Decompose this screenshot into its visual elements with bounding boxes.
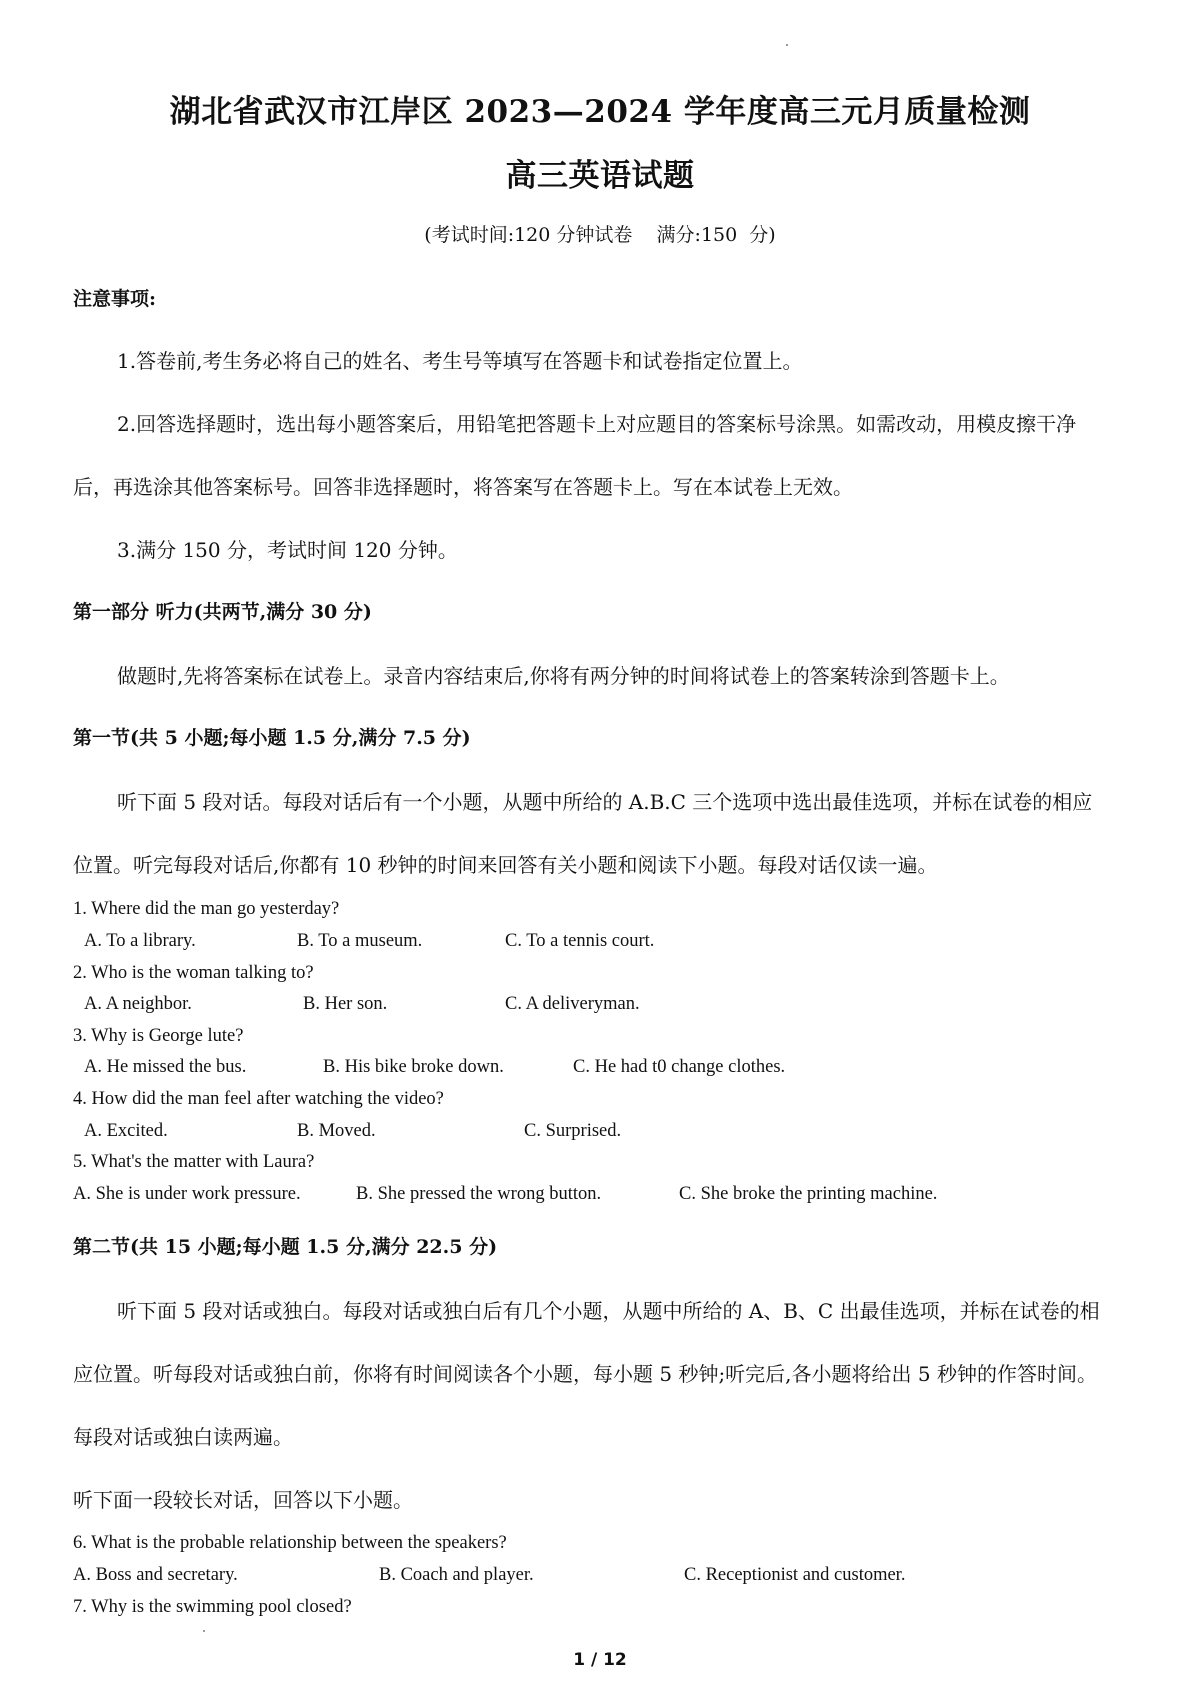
question-2: 2. Who is the woman talking to?	[73, 963, 314, 983]
page-number: 1 / 12	[573, 1650, 627, 1670]
question-4-option-c: C. Surprised.	[524, 1121, 622, 1141]
question-6-option-c: C. Receptionist and customer.	[684, 1565, 906, 1585]
question-2-option-b: B. Her son.	[303, 994, 388, 1014]
exam-title: 湖北省武汉市江岸区 2023—2024 学年度高三元月质量检测	[169, 94, 1031, 130]
question-3-option-c: C. He had t0 change clothes.	[573, 1057, 786, 1077]
question-6-option-b: B. Coach and player.	[379, 1565, 534, 1585]
notice-item-3: 3.满分 150 分，考试时间 120 分钟。	[117, 538, 458, 562]
question-2-option-c: C. A deliveryman.	[505, 994, 640, 1014]
question-1-option-a: A. To a library.	[84, 931, 196, 951]
scan-dot	[786, 44, 788, 46]
notice-item-2-line-1: 2.回答选择题时，选出每小题答案后，用铅笔把答题卡上对应题目的答案标号涂黑。如需改动，用模皮擦干净	[117, 412, 1077, 436]
question-1-option-c: C. To a tennis court.	[505, 931, 655, 951]
question-1-option-b: B. To a museum.	[297, 931, 423, 951]
section2-heading: 第二节(共 15 小题;每小题 1.5 分,满分 22.5 分)	[73, 1236, 498, 1258]
question-5-option-a: A. She is under work pressure.	[73, 1184, 301, 1204]
question-6: 6. What is the probable relationship between the speakers?	[73, 1533, 507, 1553]
part1-instruction: 做题时,先将答案标在试卷上。录音内容结束后,你将有两分钟的时间将试卷上的答案转涂到答题卡上。	[117, 664, 1010, 688]
question-5: 5. What's the matter with Laura?	[73, 1152, 315, 1172]
section2-instruction-line-2: 应位置。听每段对话或独白前，你将有时间阅读各个小题，每小题 5 秒钟;听完后,各小题将给出 5 秒钟的作答时间。	[73, 1362, 1097, 1386]
question-5-option-b: B. She pressed the wrong button.	[356, 1184, 602, 1204]
exam-info: (考试时间:120 分钟试卷 满分:150 分)	[424, 224, 776, 246]
question-1: 1. Where did the man go yesterday?	[73, 899, 340, 919]
section2-instruction-line-1: 听下面 5 段对话或独白。每段对话或独白后有几个小题，从题中所给的 A、B、C 出最佳选项，并标在试卷的相	[117, 1299, 1100, 1323]
question-3-option-b: B. His bike broke down.	[323, 1057, 504, 1077]
exam-subtitle: 高三英语试题	[505, 158, 695, 194]
question-7: 7. Why is the swimming pool closed?	[73, 1597, 352, 1617]
question-4-option-a: A. Excited.	[84, 1121, 168, 1141]
question-3: 3. Why is George lute?	[73, 1026, 244, 1046]
scan-dot	[203, 1630, 205, 1632]
question-3-option-a: A. He missed the bus.	[84, 1057, 247, 1077]
notice-item-1: 1.答卷前,考生务必将自己的姓名、考生号等填写在答题卡和试卷指定位置上。	[117, 349, 803, 373]
section1-instruction-line-1: 听下面 5 段对话。每段对话后有一个小题，从题中所给的 A.B.C 三个选项中选出最佳选项，并标在试卷的相应	[117, 790, 1093, 814]
section2-instruction-line-3: 每段对话或独白读两遍。	[73, 1425, 293, 1449]
part1-heading: 第一部分 听力(共两节,满分 30 分)	[73, 601, 372, 623]
section1-instruction-line-2: 位置。听完每段对话后,你都有 10 秒钟的时间来回答有关小题和阅读下小题。每段对话仅读一遍。	[73, 853, 938, 877]
section2-lead: 听下面一段较长对话，回答以下小题。	[73, 1488, 413, 1512]
question-5-option-c: C. She broke the printing machine.	[679, 1184, 938, 1204]
notice-heading: 注意事项:	[73, 288, 157, 310]
section1-heading: 第一节(共 5 小题;每小题 1.5 分,满分 7.5 分)	[73, 727, 471, 749]
notice-item-2-line-2: 后，再选涂其他答案标号。回答非选择题时，将答案写在答题卡上。写在本试卷上无效。	[73, 475, 853, 499]
question-2-option-a: A. A neighbor.	[84, 994, 192, 1014]
question-6-option-a: A. Boss and secretary.	[73, 1565, 238, 1585]
question-4-option-b: B. Moved.	[297, 1121, 376, 1141]
question-4: 4. How did the man feel after watching the video?	[73, 1089, 444, 1109]
